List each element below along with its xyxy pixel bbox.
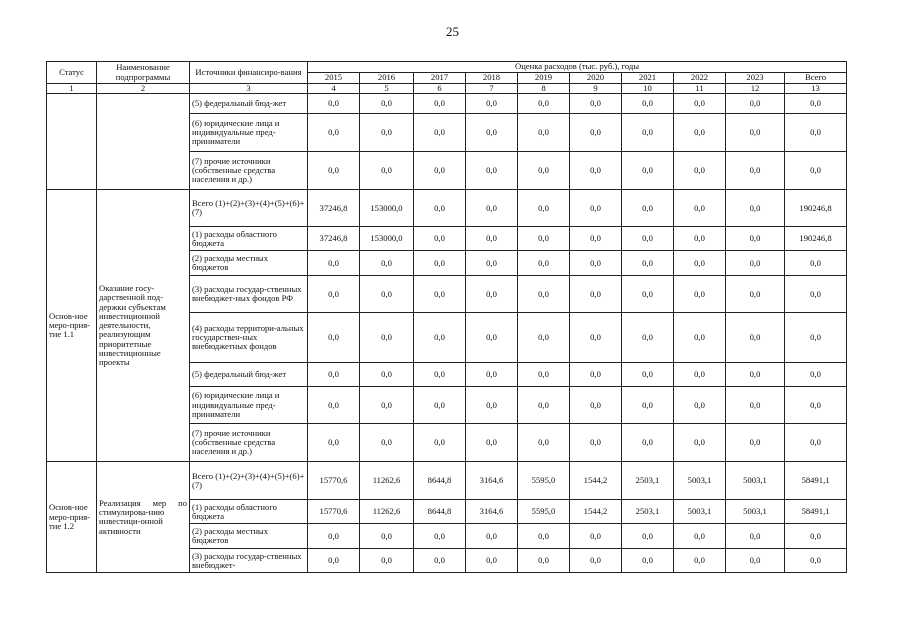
value-cell: 0,0 [466, 114, 518, 152]
value-cell: 3164,6 [466, 500, 518, 524]
value-cell: 0,0 [518, 276, 570, 313]
value-cell: 153000,0 [360, 190, 414, 227]
value-cell: 0,0 [466, 276, 518, 313]
value-cell: 0,0 [360, 313, 414, 363]
subprogram-name-cell: Реализация мер по стимулирова-нию инвестици-онной активности [97, 462, 190, 573]
value-cell: 0,0 [308, 424, 360, 462]
value-cell: 58491,1 [785, 462, 847, 500]
value-cell: 0,0 [518, 387, 570, 424]
value-cell: 0,0 [622, 313, 674, 363]
subprogram-name-cell [97, 94, 190, 190]
value-cell: 0,0 [466, 524, 518, 549]
value-cell: 0,0 [308, 313, 360, 363]
funding-source-cell: (3) расходы государ-ственных внебюджет- [190, 549, 308, 573]
value-cell: 0,0 [622, 549, 674, 573]
header-year: 2016 [360, 73, 414, 84]
value-cell: 0,0 [518, 152, 570, 190]
value-cell: 0,0 [466, 387, 518, 424]
value-cell: 0,0 [360, 276, 414, 313]
table-row [47, 462, 847, 500]
value-cell: 0,0 [518, 227, 570, 251]
funding-source-cell: (6) юридические лица и индивидуальные пред-приниматели [190, 114, 308, 152]
value-cell: 0,0 [622, 424, 674, 462]
value-cell: 8644,8 [414, 462, 466, 500]
page-number: 25 [446, 24, 459, 39]
value-cell: 0,0 [622, 152, 674, 190]
funding-source-cell: (2) расходы местных бюджетов [190, 524, 308, 549]
value-cell: 0,0 [414, 363, 466, 387]
header-year: 2015 [308, 73, 360, 84]
value-cell: 0,0 [360, 114, 414, 152]
funding-source-cell: (1) расходы областного бюджета [190, 500, 308, 524]
value-cell: 0,0 [570, 114, 622, 152]
value-cell: 0,0 [674, 387, 726, 424]
value-cell: 15770,6 [308, 462, 360, 500]
value-cell: 0,0 [518, 549, 570, 573]
value-cell: 0,0 [360, 152, 414, 190]
value-cell: 0,0 [466, 549, 518, 573]
subprogram-name-cell: Оказание госу-дарственной под-держки субъектам инвестиционной деятельности, реализующим приоритетные инвестиционные проекты [97, 190, 190, 462]
value-cell: 0,0 [518, 524, 570, 549]
value-cell: 0,0 [570, 363, 622, 387]
value-cell: 0,0 [518, 114, 570, 152]
value-cell: 0,0 [414, 227, 466, 251]
value-cell: 0,0 [785, 524, 847, 549]
value-cell: 0,0 [466, 313, 518, 363]
value-cell: 0,0 [785, 114, 847, 152]
value-cell: 3164,6 [466, 462, 518, 500]
value-cell: 0,0 [570, 251, 622, 276]
value-cell: 190246,8 [785, 227, 847, 251]
value-cell: 0,0 [785, 424, 847, 462]
value-cell: 0,0 [785, 363, 847, 387]
column-index: 4 [308, 84, 360, 94]
value-cell: 0,0 [360, 363, 414, 387]
value-cell: 0,0 [308, 114, 360, 152]
value-cell: 0,0 [466, 152, 518, 190]
value-cell: 0,0 [674, 524, 726, 549]
value-cell: 0,0 [308, 549, 360, 573]
column-index: 3 [190, 84, 308, 94]
value-cell: 0,0 [570, 152, 622, 190]
value-cell: 0,0 [414, 114, 466, 152]
value-cell: 0,0 [518, 251, 570, 276]
column-index: 6 [414, 84, 466, 94]
value-cell: 0,0 [570, 387, 622, 424]
budget-table [46, 61, 847, 573]
value-cell: 0,0 [466, 363, 518, 387]
funding-source-cell: (4) расходы территори-альных государствен-ных внебюджетных фондов [190, 313, 308, 363]
header-status: Статус [47, 62, 97, 84]
column-index: 13 [785, 84, 847, 94]
value-cell: 0,0 [414, 387, 466, 424]
value-cell: 11262,6 [360, 462, 414, 500]
value-cell: 0,0 [674, 363, 726, 387]
value-cell: 0,0 [570, 94, 622, 114]
value-cell: 0,0 [518, 94, 570, 114]
value-cell: 0,0 [674, 549, 726, 573]
value-cell: 153000,0 [360, 227, 414, 251]
value-cell: 2503,1 [622, 500, 674, 524]
value-cell: 0,0 [570, 524, 622, 549]
value-cell: 0,0 [518, 313, 570, 363]
status-cell [47, 94, 97, 190]
value-cell: 11262,6 [360, 500, 414, 524]
header-year: 2019 [518, 73, 570, 84]
value-cell: 0,0 [726, 524, 785, 549]
value-cell: 0,0 [785, 94, 847, 114]
value-cell: 0,0 [308, 524, 360, 549]
value-cell: 0,0 [414, 313, 466, 363]
value-cell: 5003,1 [674, 462, 726, 500]
value-cell: 0,0 [674, 152, 726, 190]
value-cell: 0,0 [622, 227, 674, 251]
value-cell: 0,0 [622, 251, 674, 276]
value-cell: 0,0 [785, 313, 847, 363]
value-cell: 0,0 [785, 251, 847, 276]
value-cell: 5003,1 [726, 462, 785, 500]
funding-source-cell: (5) федеральный бюд-жет [190, 94, 308, 114]
value-cell: 0,0 [726, 227, 785, 251]
value-cell: 0,0 [674, 190, 726, 227]
value-cell: 0,0 [360, 94, 414, 114]
value-cell: 0,0 [414, 549, 466, 573]
value-cell: 0,0 [622, 94, 674, 114]
value-cell: 0,0 [414, 152, 466, 190]
value-cell: 0,0 [308, 276, 360, 313]
header-year: 2020 [570, 73, 622, 84]
value-cell: 15770,6 [308, 500, 360, 524]
value-cell: 0,0 [360, 424, 414, 462]
value-cell: 0,0 [570, 276, 622, 313]
value-cell: 0,0 [466, 424, 518, 462]
value-cell: 0,0 [360, 549, 414, 573]
value-cell: 0,0 [308, 387, 360, 424]
value-cell: 1544,2 [570, 500, 622, 524]
value-cell: 0,0 [466, 94, 518, 114]
value-cell: 0,0 [570, 190, 622, 227]
value-cell: 0,0 [360, 524, 414, 549]
funding-source-cell: (5) федеральный бюд-жет [190, 363, 308, 387]
column-index-row [47, 84, 847, 94]
value-cell: 0,0 [466, 251, 518, 276]
value-cell: 2503,1 [622, 462, 674, 500]
value-cell: 0,0 [570, 313, 622, 363]
value-cell: 0,0 [622, 276, 674, 313]
funding-source-cell: (1) расходы областного бюджета [190, 227, 308, 251]
value-cell: 0,0 [570, 227, 622, 251]
value-cell: 0,0 [518, 190, 570, 227]
value-cell: 0,0 [622, 114, 674, 152]
value-cell: 0,0 [785, 152, 847, 190]
value-cell: 0,0 [785, 276, 847, 313]
funding-source-cell: Всего (1)+(2)+(3)+(4)+(5)+(6)+(7) [190, 462, 308, 500]
status-cell: Основ-ное меро-прия-тие 1.2 [47, 462, 97, 573]
value-cell: 0,0 [726, 363, 785, 387]
value-cell: 0,0 [518, 363, 570, 387]
funding-source-cell: (7) прочие источники (собственные средства населения и др.) [190, 152, 308, 190]
value-cell: 0,0 [726, 152, 785, 190]
value-cell: 0,0 [622, 524, 674, 549]
value-cell: 5003,1 [674, 500, 726, 524]
column-index: 8 [518, 84, 570, 94]
value-cell: 0,0 [414, 190, 466, 227]
value-cell: 0,0 [414, 251, 466, 276]
value-cell: 5595,0 [518, 462, 570, 500]
value-cell: 0,0 [726, 251, 785, 276]
value-cell: 0,0 [308, 94, 360, 114]
column-index: 2 [97, 84, 190, 94]
value-cell: 190246,8 [785, 190, 847, 227]
table-body [47, 94, 847, 573]
column-index: 10 [622, 84, 674, 94]
column-index: 7 [466, 84, 518, 94]
column-index: 1 [47, 84, 97, 94]
value-cell: 37246,8 [308, 227, 360, 251]
value-cell: 0,0 [308, 152, 360, 190]
table-row [47, 190, 847, 227]
value-cell: 0,0 [360, 387, 414, 424]
value-cell: 37246,8 [308, 190, 360, 227]
header-year: 2021 [622, 73, 674, 84]
header-year: 2017 [414, 73, 466, 84]
value-cell: 0,0 [518, 424, 570, 462]
value-cell: 58491,1 [785, 500, 847, 524]
column-index: 5 [360, 84, 414, 94]
value-cell: 8644,8 [414, 500, 466, 524]
value-cell: 0,0 [726, 190, 785, 227]
value-cell: 0,0 [570, 549, 622, 573]
value-cell: 0,0 [674, 313, 726, 363]
value-cell: 0,0 [726, 313, 785, 363]
value-cell: 0,0 [726, 94, 785, 114]
value-cell: 0,0 [466, 227, 518, 251]
value-cell: 0,0 [674, 94, 726, 114]
value-cell: 0,0 [726, 549, 785, 573]
value-cell: 0,0 [414, 424, 466, 462]
value-cell: 0,0 [308, 251, 360, 276]
value-cell: 0,0 [785, 549, 847, 573]
value-cell: 0,0 [674, 227, 726, 251]
funding-source-cell: Всего (1)+(2)+(3)+(4)+(5)+(6)+(7) [190, 190, 308, 227]
table-row [47, 94, 847, 114]
value-cell: 0,0 [622, 363, 674, 387]
value-cell: 0,0 [674, 424, 726, 462]
value-cell: 1544,2 [570, 462, 622, 500]
funding-source-cell: (3) расходы государ-ственных внебюджет-ных фондов РФ [190, 276, 308, 313]
header-year: 2022 [674, 73, 726, 84]
header-year: Всего [785, 73, 847, 84]
value-cell: 0,0 [414, 524, 466, 549]
value-cell: 0,0 [726, 424, 785, 462]
column-index: 12 [726, 84, 785, 94]
header-year: 2023 [726, 73, 785, 84]
value-cell: 0,0 [414, 276, 466, 313]
funding-source-cell: (6) юридические лица и индивидуальные пред-приниматели [190, 387, 308, 424]
value-cell: 0,0 [726, 114, 785, 152]
status-cell: Основ-ное меро-прия-тие 1.1 [47, 190, 97, 462]
value-cell: 0,0 [622, 387, 674, 424]
value-cell: 0,0 [360, 251, 414, 276]
header-sources: Источники финансиро-вания [190, 62, 308, 84]
value-cell: 5003,1 [726, 500, 785, 524]
value-cell: 5595,0 [518, 500, 570, 524]
value-cell: 0,0 [570, 424, 622, 462]
header-subprogram: Наименование подпрограммы [97, 62, 190, 84]
column-index: 9 [570, 84, 622, 94]
value-cell: 0,0 [726, 276, 785, 313]
header-estimate: Оценка расходов (тыс. руб.), годы [308, 62, 847, 73]
header-year: 2018 [466, 73, 518, 84]
value-cell: 0,0 [674, 114, 726, 152]
value-cell: 0,0 [785, 387, 847, 424]
funding-source-cell: (7) прочие источники (собственные средства населения и др.) [190, 424, 308, 462]
column-index: 11 [674, 84, 726, 94]
value-cell: 0,0 [726, 387, 785, 424]
value-cell: 0,0 [466, 190, 518, 227]
value-cell: 0,0 [308, 363, 360, 387]
funding-source-cell: (2) расходы местных бюджетов [190, 251, 308, 276]
value-cell: 0,0 [674, 251, 726, 276]
value-cell: 0,0 [622, 190, 674, 227]
value-cell: 0,0 [674, 276, 726, 313]
value-cell: 0,0 [414, 94, 466, 114]
